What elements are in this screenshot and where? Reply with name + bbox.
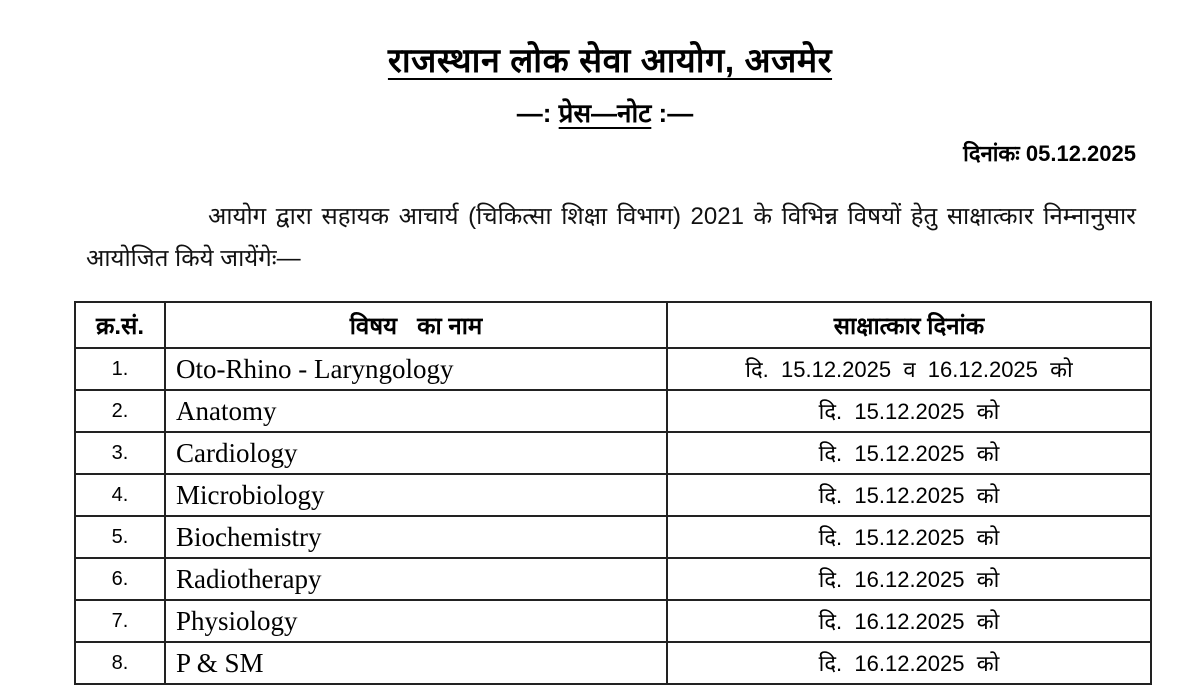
row-sno: 4. (75, 474, 165, 516)
table-row (75, 390, 1151, 432)
header-sno: क्र.सं. (75, 302, 165, 348)
date-label: दिनांकः (963, 141, 1020, 166)
header-subject: विषय का नाम (165, 302, 667, 348)
commission-name: राजस्थान लोक सेवा आयोग, अजमेर (387, 42, 833, 80)
table-row (75, 432, 1151, 474)
interview-schedule-table (74, 301, 1152, 685)
row-subject: Physiology (165, 600, 667, 642)
date-value: 05.12.2025 (1025, 141, 1136, 166)
row-subject: Oto-Rhino - Laryngology (165, 348, 667, 390)
row-subject: Anatomy (165, 390, 667, 432)
row-sno: 3. (75, 432, 165, 474)
document-date (963, 138, 1136, 168)
table-row (75, 516, 1151, 558)
press-note-label: प्रेस—नोट (558, 98, 652, 128)
row-date: दि. 16.12.2025 को (667, 558, 1151, 600)
row-sno: 6. (75, 558, 165, 600)
row-date: दि. 15.12.2025 को (667, 432, 1151, 474)
intro-paragraph: आयोग द्वारा सहायक आचार्य (चिकित्सा शिक्षा विभाग) 2021 के विभिन्न विषयों हेतु साक्षात्कार निम्नानुसार आयोजित किये जायेंगेः— (86, 203, 1136, 272)
row-sno: 2. (75, 390, 165, 432)
table-row (75, 474, 1151, 516)
subtitle-suffix: :— (651, 98, 694, 128)
table-header-row (75, 302, 1151, 348)
press-note-heading (0, 94, 1200, 130)
document-title (0, 36, 1200, 82)
row-date: दि. 15.12.2025 को (667, 474, 1151, 516)
table-row (75, 642, 1151, 684)
row-subject: Radiotherapy (165, 558, 667, 600)
row-date: दि. 15.12.2025 को (667, 516, 1151, 558)
row-date: दि. 16.12.2025 को (667, 642, 1151, 684)
row-sno: 7. (75, 600, 165, 642)
row-sno: 8. (75, 642, 165, 684)
row-subject: Microbiology (165, 474, 667, 516)
table-row (75, 558, 1151, 600)
row-date: दि. 15.12.2025 व 16.12.2025 को (667, 348, 1151, 390)
table-row (75, 348, 1151, 390)
header-interview-date: साक्षात्कार दिनांक (667, 302, 1151, 348)
row-date: दि. 16.12.2025 को (667, 600, 1151, 642)
subtitle-prefix: —: (516, 98, 559, 128)
table-row (75, 600, 1151, 642)
row-subject: Cardiology (165, 432, 667, 474)
row-sno: 1. (75, 348, 165, 390)
row-date: दि. 15.12.2025 को (667, 390, 1151, 432)
row-subject: P & SM (165, 642, 667, 684)
row-sno: 5. (75, 516, 165, 558)
row-subject: Biochemistry (165, 516, 667, 558)
